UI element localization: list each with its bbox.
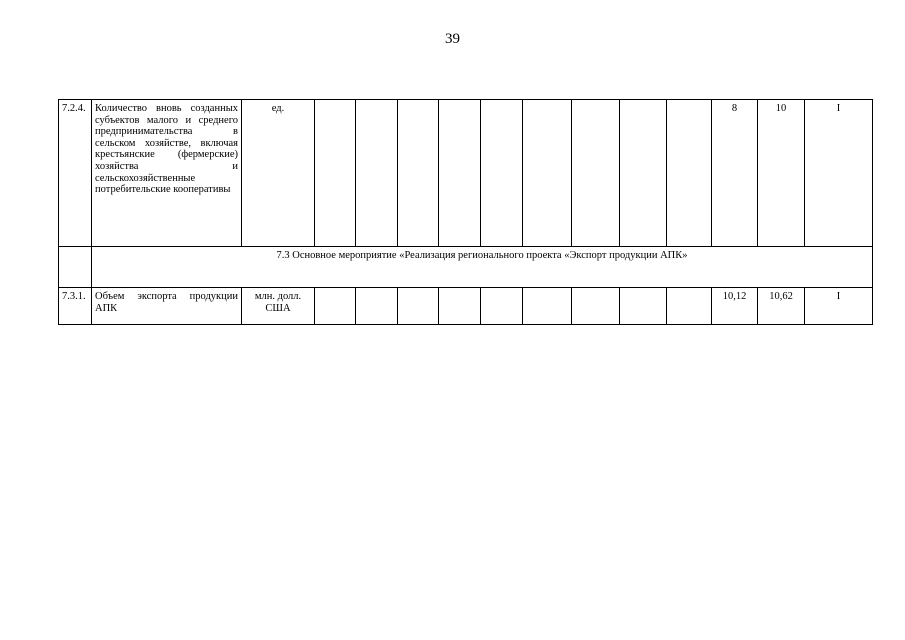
value-cell	[356, 288, 398, 325]
value-cell	[667, 288, 712, 325]
value-cell	[481, 288, 523, 325]
page-number: 39	[445, 31, 460, 47]
value-cell	[398, 100, 439, 247]
value-cell	[523, 100, 572, 247]
value-cell	[315, 100, 356, 247]
value-cell	[572, 100, 620, 247]
value-cell	[356, 100, 398, 247]
value-cell	[315, 288, 356, 325]
value-cell: 8	[712, 100, 758, 247]
value-cell: 10	[758, 100, 805, 247]
table-row	[59, 288, 873, 325]
value-cell: 10,62	[758, 288, 805, 325]
unit-cell: млн. долл. США	[242, 288, 315, 325]
value-cell	[523, 288, 572, 325]
unit-cell: ед.	[242, 100, 315, 247]
row-number: 7.3.1.	[59, 288, 92, 325]
empty-cell	[59, 247, 92, 288]
value-cell	[667, 100, 712, 247]
roman-category-cell: I	[805, 100, 873, 247]
table-row	[59, 247, 873, 288]
roman-category-cell: I	[805, 288, 873, 325]
value-cell	[481, 100, 523, 247]
indicator-name: Объем экспорта продукции АПК	[92, 288, 242, 325]
value-cell	[439, 100, 481, 247]
value-cell	[572, 288, 620, 325]
value-cell: 10,12	[712, 288, 758, 325]
row-number: 7.2.4.	[59, 100, 92, 247]
section-heading: 7.3 Основное мероприятие «Реализация регионального проекта «Экспорт продукции АПК»	[92, 247, 873, 288]
table-row	[59, 100, 873, 247]
indicators-table	[58, 99, 873, 325]
value-cell	[398, 288, 439, 325]
indicator-name: Количество вновь созданных субъектов малого и среднего предпринимательства в сельском хозяйстве, включая крестьянские (фермерские) хозяйства и сельскохозяйственные потребительские кооперативы	[92, 100, 242, 247]
value-cell	[439, 288, 481, 325]
value-cell	[620, 100, 667, 247]
value-cell	[620, 288, 667, 325]
